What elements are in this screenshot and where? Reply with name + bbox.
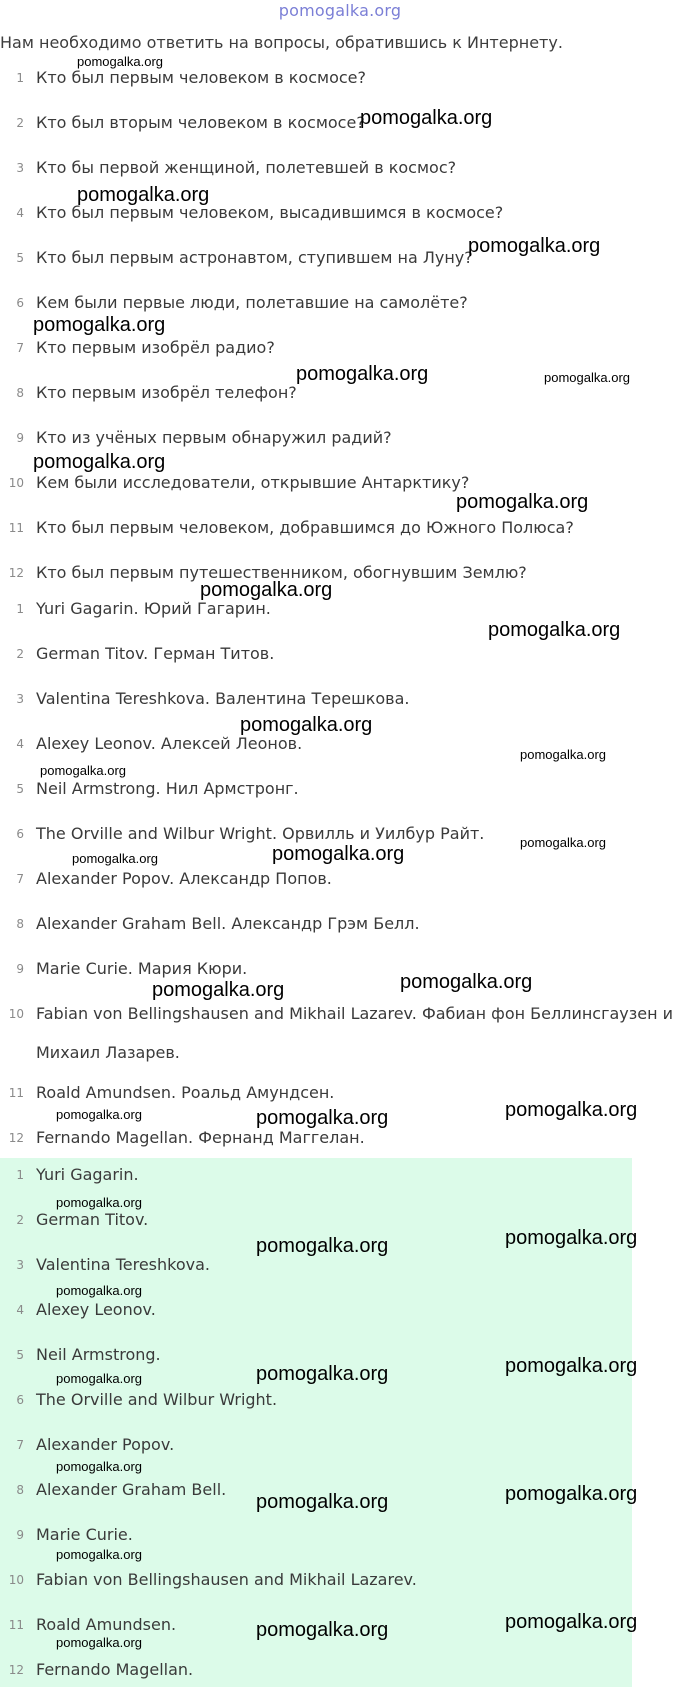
item-number: 8	[16, 386, 24, 400]
site-logo[interactable]: pomogalka.org	[278, 1, 402, 20]
watermark: pomogalka.org	[256, 1235, 389, 1257]
item-text: The Orville and Wilbur Wright.	[36, 1390, 278, 1409]
watermark: pomogalka.org	[56, 1459, 142, 1474]
item-text: Fabian von Bellingshausen and Mikhail Lazarev.	[36, 1570, 417, 1589]
item-text: Roald Amundsen.	[36, 1615, 177, 1634]
watermark: pomogalka.org	[400, 971, 533, 993]
watermark: pomogalka.org	[505, 1355, 638, 1377]
item-number: 7	[16, 1438, 24, 1452]
item-number: 7	[16, 872, 24, 886]
item-text: Marie Curie.	[36, 1525, 133, 1544]
watermark: pomogalka.org	[33, 314, 166, 336]
item-number: 9	[16, 1528, 24, 1542]
watermark: pomogalka.org	[505, 1227, 638, 1249]
item-number: 5	[16, 782, 24, 796]
item-text: Кем были первые люди, полетавшие на самолёте?	[36, 293, 468, 312]
item-number: 7	[16, 341, 24, 355]
watermark: pomogalka.org	[488, 619, 621, 641]
watermark: pomogalka.org	[520, 747, 606, 762]
watermark: pomogalka.org	[40, 763, 126, 778]
item-number: 5	[16, 1348, 24, 1362]
item-number: 3	[16, 161, 24, 175]
item-text: Marie Curie. Мария Кюри.	[36, 959, 248, 978]
watermark: pomogalka.org	[468, 235, 601, 257]
item-text: Yuri Gagarin. Юрий Гагарин.	[36, 599, 271, 618]
item-text: Alexander Graham Bell. Александр Грэм Белл.	[36, 914, 420, 933]
item-text: Кто был первым человеком, добравшимся до Южного Полюса?	[36, 518, 574, 537]
watermark: pomogalka.org	[456, 491, 589, 513]
intro-text: Нам необходимо ответить на вопросы, обратившись к Интернету.	[0, 33, 563, 52]
item-number: 5	[16, 251, 24, 265]
item-text: Neil Armstrong. Нил Армстронг.	[36, 779, 299, 798]
item-number: 8	[16, 917, 24, 931]
watermark: pomogalka.org	[256, 1107, 389, 1129]
watermark: pomogalka.org	[56, 1195, 142, 1210]
watermark: pomogalka.org	[544, 370, 630, 385]
watermark: pomogalka.org	[256, 1363, 389, 1385]
item-number: 9	[16, 962, 24, 976]
watermark: pomogalka.org	[505, 1099, 638, 1121]
item-text: Fernando Magellan. Фернанд Маггелан.	[36, 1128, 365, 1147]
item-text: Alexey Leonov.	[36, 1300, 156, 1319]
item-number: 11	[8, 1086, 24, 1100]
item-text: Кто из учёных первым обнаружил радий?	[36, 428, 392, 447]
item-number: 6	[16, 1393, 24, 1407]
item-number: 1	[16, 602, 24, 616]
watermark: pomogalka.org	[200, 579, 333, 601]
item-text: Valentina Tereshkova.	[36, 1255, 210, 1274]
item-number: 6	[16, 827, 24, 841]
item-text: Neil Armstrong.	[36, 1345, 161, 1364]
item-text: Alexander Graham Bell.	[36, 1480, 227, 1499]
item-text: Кто первым изобрёл радио?	[36, 338, 275, 357]
watermark: pomogalka.org	[505, 1483, 638, 1505]
item-text: Alexey Leonov. Алексей Леонов.	[36, 734, 303, 753]
item-text: Fernando Magellan.	[36, 1660, 194, 1679]
item-text: Михаил Лазарев.	[36, 1043, 180, 1062]
item-number: 12	[8, 1663, 24, 1677]
watermark: pomogalka.org	[72, 851, 158, 866]
watermark: pomogalka.org	[56, 1547, 142, 1562]
watermark: pomogalka.org	[77, 184, 210, 206]
watermark: pomogalka.org	[272, 843, 405, 865]
item-text: The Orville and Wilbur Wright. Орвилль и Уилбур Райт.	[36, 824, 485, 843]
item-number: 4	[16, 206, 24, 220]
watermark: pomogalka.org	[56, 1283, 142, 1298]
item-text: Кто был первым путешественником, обогнувшим Землю?	[36, 563, 527, 582]
watermark: pomogalka.org	[360, 107, 493, 129]
item-text: Alexander Popov.	[36, 1435, 175, 1454]
item-number: 4	[16, 737, 24, 751]
item-number: 4	[16, 1303, 24, 1317]
item-text: Alexander Popov. Александр Попов.	[36, 869, 332, 888]
watermark: pomogalka.org	[56, 1635, 142, 1650]
watermark: pomogalka.org	[505, 1611, 638, 1633]
item-number: 12	[8, 1131, 24, 1145]
item-number: 11	[8, 1618, 24, 1632]
item-number: 12	[8, 566, 24, 580]
item-number: 3	[16, 692, 24, 706]
item-number: 1	[16, 71, 24, 85]
item-number: 1	[16, 1168, 24, 1182]
item-number: 8	[16, 1483, 24, 1497]
item-number: 6	[16, 296, 24, 310]
watermark: pomogalka.org	[33, 451, 166, 473]
item-text: Кто был первым астронавтом, ступившем на Луну?	[36, 248, 473, 267]
item-text: Кто бы первой женщиной, полетевшей в космос?	[36, 158, 457, 177]
item-number: 3	[16, 1258, 24, 1272]
watermark: pomogalka.org	[296, 363, 429, 385]
item-text: Valentina Tereshkova. Валентина Терешкова.	[36, 689, 410, 708]
item-number: 2	[16, 116, 24, 130]
item-number: 10	[8, 1573, 24, 1587]
watermark: pomogalka.org	[152, 979, 285, 1001]
watermark: pomogalka.org	[520, 835, 606, 850]
item-text: Yuri Gagarin.	[36, 1165, 139, 1184]
item-number: 10	[8, 1007, 24, 1021]
item-text: Roald Amundsen. Роальд Амундсен.	[36, 1083, 335, 1102]
item-text: Кем были исследователи, открывшие Антарктику?	[36, 473, 470, 492]
item-text: Кто был первым человеком в космосе?	[36, 68, 366, 87]
item-text: Кто первым изобрёл телефон?	[36, 383, 297, 402]
watermark: pomogalka.org	[240, 714, 373, 736]
item-text: Кто был первым человеком, высадившимся в космосе?	[36, 203, 504, 222]
item-text: Fabian von Bellingshausen and Mikhail Lazarev. Фабиан фон Беллинсгаузен и	[36, 1004, 674, 1023]
item-number: 10	[8, 476, 24, 490]
item-text: German Titov. Герман Титов.	[36, 644, 275, 663]
item-number: 9	[16, 431, 24, 445]
watermark: pomogalka.org	[77, 54, 163, 69]
watermark: pomogalka.org	[256, 1491, 389, 1513]
item-text: German Titov.	[36, 1210, 149, 1229]
watermark: pomogalka.org	[56, 1107, 142, 1122]
item-number: 2	[16, 1213, 24, 1227]
item-number: 11	[8, 521, 24, 535]
watermark: pomogalka.org	[256, 1619, 389, 1641]
item-text: Кто был вторым человеком в космосе?	[36, 113, 365, 132]
item-number: 2	[16, 647, 24, 661]
watermark: pomogalka.org	[56, 1371, 142, 1386]
